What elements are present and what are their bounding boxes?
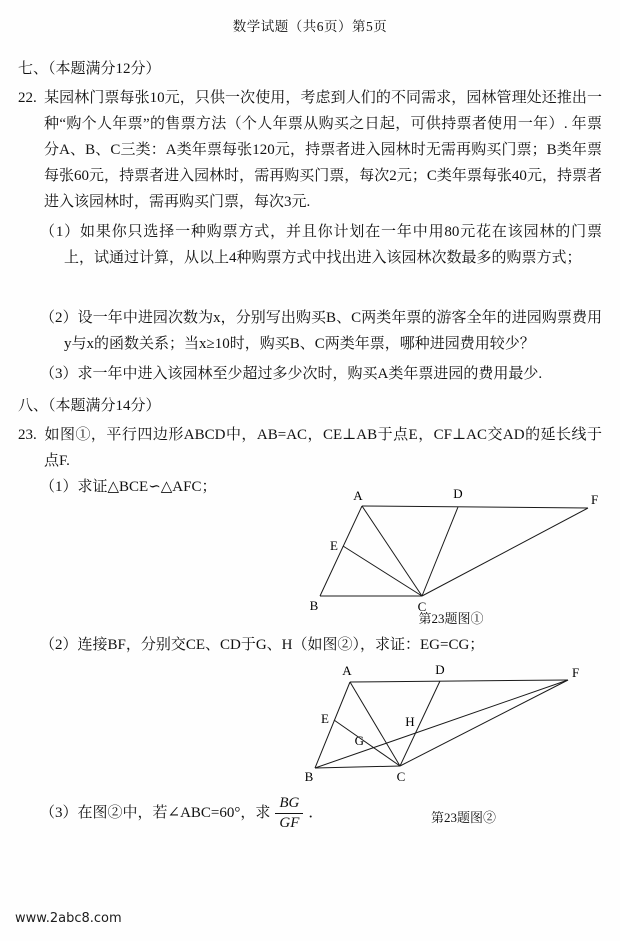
segment-AB [320, 506, 362, 596]
fig2-point-label-B: B [304, 769, 314, 784]
segment-BF [315, 680, 568, 768]
fraction-bg-gf [275, 795, 303, 832]
fig1-point-label-E: E [330, 538, 338, 553]
section-8-title: 八、（本题满分14分） [18, 398, 161, 414]
fig1-point-label-B: B [309, 598, 319, 613]
fraction-denominator: GF [279, 814, 300, 831]
question-23-part-3-row [18, 792, 602, 834]
figure-23-1-caption: 第23题图① [418, 611, 484, 626]
fig2-point-label-C: C [396, 769, 406, 784]
figure-23-1 [300, 478, 602, 632]
page-header: 数学试题（共6页）第5页 [232, 19, 388, 34]
segment-CF [400, 680, 568, 766]
fig1-point-label-D: D [453, 486, 463, 501]
question-23-part-2: （2）连接BF，分别交CE、CD于G、H（如图②），求证：EG=CG； [40, 637, 485, 653]
question-23-part-3 [40, 795, 323, 832]
question-22-part-2: （2）设一年中进园次数为x，分别写出购买B、C两类年票的游客全年的进园购票费用y与x的函数关系；当x≥10时，购买B、C两类年票，哪种进园费用较少？ [40, 310, 602, 352]
question-22-part-1: （1）如果你只选择一种购票方式，并且你计划在一年中用80元花在该园林的门票上，试通过计算，从以上4种购票方式中找出进入该园林次数最多的购票方式； [40, 224, 602, 266]
segment-CE [334, 720, 400, 766]
watermark-url: www.2abc8.com [15, 911, 122, 926]
figure-23-2-drawing [300, 660, 600, 788]
question-23-part-1: （1）求证△BCE∽△AFC； [40, 479, 217, 495]
figure-23-1-drawing [300, 478, 600, 618]
question-23 [18, 422, 602, 474]
question-23-number: 23. [18, 427, 37, 443]
segment-BC [315, 766, 400, 768]
fig2-point-label-A: A [342, 663, 352, 678]
fig2-point-label-H: H [405, 714, 415, 729]
segment-AF [350, 680, 568, 682]
section-7-title: 七、（本题满分12分） [18, 61, 161, 77]
fig2-point-label-E: E [321, 711, 329, 726]
segment-CF [422, 508, 588, 596]
figure-23-2-lines [315, 680, 568, 768]
figure-23-2-caption: 第23题图② [430, 810, 496, 825]
fig1-point-label-F: F [591, 492, 599, 507]
fig1-point-label-C: C [417, 599, 427, 614]
question-23-intro: 如图①，平行四边形ABCD中，AB=AC，CE⊥AB于点E，CF⊥AC交AD的延长线于点F. [44, 427, 602, 469]
fig2-point-label-D: D [435, 662, 445, 677]
segment-AF [362, 506, 588, 508]
question-22-body: 某园林门票每张10元，只供一次使用，考虑到人们的不同需求，园林管理处还推出一种“购个人年票”的售票方法（个人年票从购买之日起，可供持票者使用一年）. 年票分A、B、C三类：A类年票每张120元，持票者进入园林时无需再购买门票；B类年票每张60元，持票者进入园林时，需再购买门票，每次2元；C类年票每张40元，持票者进入该园林时，需再购买门票，每次3元. [44, 90, 602, 210]
part3-text-prefix: （3）在图②中，若∠ABC=60°，求 [40, 805, 271, 821]
part3-text-suffix: ． [308, 805, 324, 821]
question-22 [18, 85, 602, 215]
segment-CE [343, 546, 422, 596]
fig2-point-label-G: G [354, 733, 364, 748]
segment-AC [362, 506, 422, 596]
figure-23-2 [300, 660, 602, 788]
question-22-number: 22. [18, 90, 37, 106]
question-22-part-3: （3）求一年中进入该园林至少超过多少次时，购买A类年票进园的费用最少. [40, 366, 543, 382]
fraction-numerator: BG [275, 795, 303, 814]
fig2-point-label-F: F [572, 665, 580, 680]
fig1-point-label-A: A [353, 488, 363, 503]
figure-23-1-lines [320, 506, 588, 596]
segment-CD [422, 507, 458, 596]
